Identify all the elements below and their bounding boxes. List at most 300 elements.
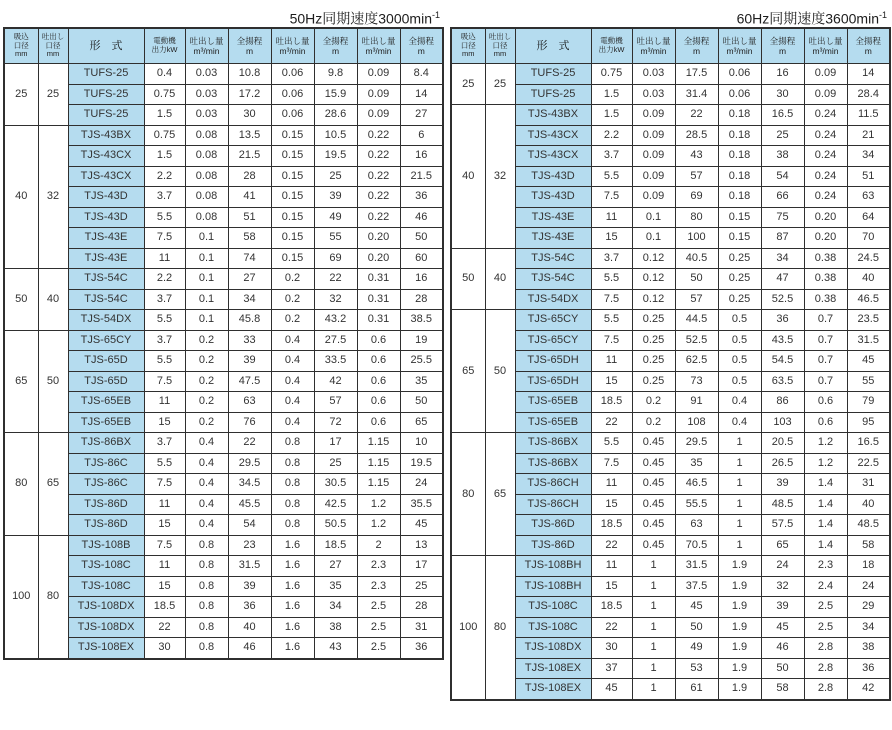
cell-head-2: 58: [761, 679, 804, 700]
cell-head-2: 32: [314, 289, 357, 310]
cell-flow-1: 0.45: [632, 474, 675, 495]
table-row: [451, 187, 890, 208]
table-title-50hz: [3, 6, 440, 27]
cell-head-2: 10.5: [314, 125, 357, 146]
table-row: [4, 228, 443, 249]
cell-flow-2: 0.15: [271, 248, 314, 269]
cell-head-2: 34: [761, 248, 804, 269]
cell-flow-3: 0.7: [804, 330, 847, 351]
table-row: [4, 412, 443, 433]
cell-model: TJS-108C: [68, 576, 144, 597]
cell-model: TJS-65CY: [68, 330, 144, 351]
cell-flow-3: 0.09: [357, 105, 400, 126]
table-row: [451, 330, 890, 351]
cell-power: 11: [591, 207, 632, 228]
cell-head-3: 8.4: [400, 64, 443, 85]
cell-flow-3: 0.20: [804, 228, 847, 249]
cell-flow-1: 1: [632, 597, 675, 618]
cell-head-1: 34.5: [228, 474, 271, 495]
cell-flow-2: 1: [718, 453, 761, 474]
cell-power: 1.5: [591, 84, 632, 105]
header-row: [4, 28, 443, 64]
cell-flow-3: 1.2: [804, 433, 847, 454]
cell-head-1: 91: [675, 392, 718, 413]
cell-head-3: 11.5: [847, 105, 890, 126]
cell-head-1: 50: [675, 617, 718, 638]
cell-model: TJS-43E: [515, 207, 591, 228]
cell-power: 5.5: [144, 351, 185, 372]
cell-head-3: 95: [847, 412, 890, 433]
cell-head-1: 47.5: [228, 371, 271, 392]
cell-power: 11: [144, 494, 185, 515]
cell-flow-3: 0.20: [357, 248, 400, 269]
cell-model: TJS-108C: [515, 597, 591, 618]
cell-flow-3: 0.31: [357, 269, 400, 290]
cell-flow-2: 0.06: [718, 84, 761, 105]
cell-power: 18.5: [144, 597, 185, 618]
cell-head-1: 27: [228, 269, 271, 290]
cell-suction-bore: 80: [4, 433, 38, 536]
cell-flow-1: 0.1: [632, 228, 675, 249]
cell-flow-2: 0.4: [271, 371, 314, 392]
table-row: [4, 576, 443, 597]
table-row: [451, 166, 890, 187]
cell-head-3: 25: [400, 576, 443, 597]
header-col-flow-3: 吐出し量 m³/min: [357, 28, 400, 64]
cell-flow-3: 0.22: [357, 207, 400, 228]
cell-head-2: 36: [761, 310, 804, 331]
cell-flow-2: 0.5: [718, 310, 761, 331]
cell-model: TJS-43BX: [68, 125, 144, 146]
header-col-head-1: 全揚程 m: [675, 28, 718, 64]
cell-flow-2: 1.9: [718, 556, 761, 577]
cell-head-1: 49: [675, 638, 718, 659]
cell-head-2: 42: [314, 371, 357, 392]
cell-head-3: 31.5: [847, 330, 890, 351]
cell-model: TJS-43D: [515, 166, 591, 187]
cell-head-3: 50: [400, 392, 443, 413]
cell-power: 5.5: [144, 453, 185, 474]
cell-flow-2: 0.18: [718, 146, 761, 167]
cell-power: 3.7: [591, 248, 632, 269]
cell-head-2: 25: [761, 125, 804, 146]
cell-flow-1: 0.1: [632, 207, 675, 228]
header-col-discharge-bore: 吐出し 口径 mm: [38, 28, 68, 64]
cell-discharge-bore: 25: [38, 64, 68, 126]
cell-flow-3: 0.6: [357, 351, 400, 372]
cell-head-2: 17: [314, 433, 357, 454]
cell-head-1: 70.5: [675, 535, 718, 556]
table-row: [4, 474, 443, 495]
table-row: [451, 289, 890, 310]
cell-head-1: 74: [228, 248, 271, 269]
cell-model: TJS-43CX: [515, 125, 591, 146]
cell-flow-3: 2.8: [804, 638, 847, 659]
cell-flow-3: 2.8: [804, 679, 847, 700]
cell-discharge-bore: 80: [38, 535, 68, 659]
cell-discharge-bore: 40: [38, 269, 68, 331]
cell-head-2: 34: [314, 597, 357, 618]
cell-head-2: 57.5: [761, 515, 804, 536]
cell-head-3: 23.5: [847, 310, 890, 331]
cell-flow-2: 0.4: [718, 412, 761, 433]
cell-head-1: 28: [228, 166, 271, 187]
cell-model: TJS-86BX: [515, 453, 591, 474]
cell-head-3: 16.5: [847, 433, 890, 454]
cell-flow-3: 2.5: [804, 597, 847, 618]
cell-flow-1: 0.4: [185, 433, 228, 454]
cell-head-1: 22: [228, 433, 271, 454]
cell-head-3: 50: [400, 228, 443, 249]
cell-suction-bore: 65: [451, 310, 485, 433]
cell-head-3: 14: [400, 84, 443, 105]
cell-flow-2: 0.5: [718, 351, 761, 372]
cell-flow-1: 0.25: [632, 351, 675, 372]
header-col-motor-power: 電動機 出力kW: [144, 28, 185, 64]
table-title-60hz: [450, 6, 887, 27]
cell-head-2: 55: [314, 228, 357, 249]
cell-flow-2: 0.06: [271, 84, 314, 105]
cell-flow-2: 1.6: [271, 556, 314, 577]
cell-flow-1: 0.2: [185, 412, 228, 433]
cell-head-1: 52.5: [675, 330, 718, 351]
cell-head-1: 34: [228, 289, 271, 310]
cell-flow-2: 0.15: [718, 207, 761, 228]
cell-flow-3: 0.24: [804, 105, 847, 126]
cell-power: 22: [591, 412, 632, 433]
cell-head-1: 41: [228, 187, 271, 208]
header-col-head-3: 全揚程 m: [847, 28, 890, 64]
cell-head-2: 54: [761, 166, 804, 187]
cell-flow-2: 0.25: [718, 269, 761, 290]
cell-head-1: 29.5: [675, 433, 718, 454]
header-col-flow-2: 吐出し量 m³/min: [271, 28, 314, 64]
cell-power: 45: [591, 679, 632, 700]
cell-head-1: 31.4: [675, 84, 718, 105]
cell-model: TJS-54C: [68, 269, 144, 290]
table-row: [4, 146, 443, 167]
table-row: [451, 269, 890, 290]
cell-head-3: 42: [847, 679, 890, 700]
cell-power: 37: [591, 658, 632, 679]
cell-head-3: 24: [400, 474, 443, 495]
cell-head-2: 30: [761, 84, 804, 105]
cell-discharge-bore: 65: [38, 433, 68, 536]
cell-flow-3: 2.3: [804, 556, 847, 577]
header-col-model: 形 式: [515, 28, 591, 64]
cell-head-3: 45: [400, 515, 443, 536]
cell-model: TJS-108C: [515, 617, 591, 638]
cell-flow-3: 1.15: [357, 433, 400, 454]
header-col-flow-1: 吐出し量 m³/min: [185, 28, 228, 64]
cell-flow-3: 0.09: [357, 64, 400, 85]
cell-flow-2: 1: [718, 433, 761, 454]
cell-model: TJS-86CH: [515, 494, 591, 515]
cell-flow-2: 0.2: [271, 269, 314, 290]
table-row: [451, 412, 890, 433]
cell-flow-3: 1.4: [804, 494, 847, 515]
cell-flow-2: 0.18: [718, 187, 761, 208]
cell-model: TJS-86BX: [68, 433, 144, 454]
cell-model: TJS-54C: [68, 289, 144, 310]
cell-power: 15: [144, 576, 185, 597]
cell-discharge-bore: 40: [485, 248, 515, 310]
cell-discharge-bore: 32: [38, 125, 68, 269]
cell-head-3: 63: [847, 187, 890, 208]
cell-power: 2.2: [144, 166, 185, 187]
cell-flow-3: 1.4: [804, 474, 847, 495]
cell-flow-2: 0.8: [271, 474, 314, 495]
cell-head-2: 63.5: [761, 371, 804, 392]
cell-flow-3: 1.15: [357, 453, 400, 474]
table-row: [451, 105, 890, 126]
cell-flow-1: 0.2: [185, 351, 228, 372]
table-row: [451, 474, 890, 495]
cell-flow-2: 0.8: [271, 453, 314, 474]
cell-head-1: 29.5: [228, 453, 271, 474]
cell-flow-3: 0.24: [804, 187, 847, 208]
cell-head-2: 9.8: [314, 64, 357, 85]
cell-flow-2: 1.6: [271, 597, 314, 618]
cell-model: TJS-43CX: [68, 166, 144, 187]
cell-power: 15: [144, 515, 185, 536]
cell-head-3: 45: [847, 351, 890, 372]
table-row: [4, 617, 443, 638]
cell-power: 22: [144, 617, 185, 638]
cell-model: TJS-43D: [515, 187, 591, 208]
cell-model: TJS-86D: [515, 515, 591, 536]
cell-head-3: 17: [400, 556, 443, 577]
cell-head-1: 73: [675, 371, 718, 392]
cell-model: TJS-54DX: [68, 310, 144, 331]
cell-power: 22: [591, 535, 632, 556]
cell-power: 7.5: [144, 474, 185, 495]
cell-head-3: 28: [400, 597, 443, 618]
table-row: [4, 105, 443, 126]
cell-flow-1: 0.1: [185, 228, 228, 249]
cell-head-1: 31.5: [228, 556, 271, 577]
cell-head-1: 35: [675, 453, 718, 474]
cell-power: 30: [591, 638, 632, 659]
table-row: [4, 638, 443, 659]
cell-head-2: 39: [314, 187, 357, 208]
cell-flow-1: 0.45: [632, 433, 675, 454]
cell-model: TJS-86D: [68, 494, 144, 515]
cell-flow-3: 1.2: [804, 453, 847, 474]
cell-head-1: 100: [675, 228, 718, 249]
cell-suction-bore: 50: [451, 248, 485, 310]
cell-flow-1: 0.2: [185, 371, 228, 392]
cell-flow-3: 2.3: [357, 576, 400, 597]
cell-model: TJS-43CX: [68, 146, 144, 167]
cell-flow-1: 0.1: [185, 269, 228, 290]
table-row: [4, 330, 443, 351]
cell-discharge-bore: 50: [38, 330, 68, 433]
cell-head-1: 13.5: [228, 125, 271, 146]
cell-head-2: 43.2: [314, 310, 357, 331]
header-col-flow-1: 吐出し量 m³/min: [632, 28, 675, 64]
cell-head-1: 63: [228, 392, 271, 413]
cell-power: 11: [591, 351, 632, 372]
cell-flow-2: 1.6: [271, 617, 314, 638]
cell-power: 18.5: [591, 392, 632, 413]
cell-head-3: 46.5: [847, 289, 890, 310]
cell-head-2: 50: [761, 658, 804, 679]
cell-head-1: 23: [228, 535, 271, 556]
cell-model: TJS-54C: [515, 248, 591, 269]
cell-flow-1: 0.8: [185, 617, 228, 638]
cell-model: TJS-65DH: [515, 351, 591, 372]
cell-flow-3: 0.24: [804, 125, 847, 146]
cell-flow-1: 0.45: [632, 535, 675, 556]
cell-head-1: 45.5: [228, 494, 271, 515]
cell-head-1: 53: [675, 658, 718, 679]
cell-model: TJS-108BH: [515, 576, 591, 597]
cell-power: 1.5: [144, 146, 185, 167]
cell-flow-3: 0.6: [804, 392, 847, 413]
cell-flow-2: 0.18: [718, 166, 761, 187]
cell-discharge-bore: 65: [485, 433, 515, 556]
table-title-50hz-text: 50Hz同期速度3000min: [289, 10, 432, 27]
cell-flow-2: 0.4: [271, 330, 314, 351]
cell-flow-2: 0.15: [271, 207, 314, 228]
cell-flow-1: 0.03: [185, 84, 228, 105]
cell-model: TJS-43E: [68, 228, 144, 249]
cell-flow-3: 0.7: [804, 371, 847, 392]
cell-flow-2: 0.18: [718, 105, 761, 126]
cell-flow-1: 0.03: [632, 84, 675, 105]
cell-power: 0.75: [591, 64, 632, 85]
cell-head-3: 35: [400, 371, 443, 392]
table-row: [451, 515, 890, 536]
cell-model: TJS-86BX: [515, 433, 591, 454]
cell-power: 7.5: [591, 187, 632, 208]
cell-model: TJS-43D: [68, 187, 144, 208]
cell-head-1: 36: [228, 597, 271, 618]
cell-model: TJS-108DX: [515, 638, 591, 659]
cell-head-1: 39: [228, 351, 271, 372]
cell-head-1: 46.5: [675, 474, 718, 495]
table-row: [4, 371, 443, 392]
cell-flow-2: 0.15: [271, 228, 314, 249]
cell-power: 7.5: [144, 535, 185, 556]
cell-model: TUFS-25: [68, 64, 144, 85]
cell-power: 15: [591, 576, 632, 597]
pump-spec-table-50hz: [3, 27, 444, 660]
cell-suction-bore: 25: [4, 64, 38, 126]
cell-head-1: 45: [675, 597, 718, 618]
cell-model: TJS-65D: [68, 371, 144, 392]
cell-flow-3: 0.22: [357, 187, 400, 208]
cell-flow-2: 0.15: [718, 228, 761, 249]
cell-head-2: 20.5: [761, 433, 804, 454]
cell-power: 22: [591, 617, 632, 638]
cell-head-3: 21: [847, 125, 890, 146]
cell-model: TJS-108DX: [68, 617, 144, 638]
cell-flow-3: 2.5: [804, 617, 847, 638]
cell-head-2: 16.5: [761, 105, 804, 126]
header-col-suction-bore: 吸込 口径 mm: [4, 28, 38, 64]
cell-head-3: 28: [400, 289, 443, 310]
cell-flow-1: 1: [632, 679, 675, 700]
cell-flow-3: 2.3: [357, 556, 400, 577]
cell-flow-2: 0.8: [271, 433, 314, 454]
cell-suction-bore: 50: [4, 269, 38, 331]
cell-model: TJS-43BX: [515, 105, 591, 126]
cell-power: 3.7: [591, 146, 632, 167]
table-row: [451, 658, 890, 679]
cell-flow-1: 1: [632, 576, 675, 597]
cell-model: TJS-43E: [68, 248, 144, 269]
header-col-discharge-bore: 吐出し 口径 mm: [485, 28, 515, 64]
cell-head-2: 69: [314, 248, 357, 269]
cell-suction-bore: 100: [4, 535, 38, 659]
cell-head-1: 33: [228, 330, 271, 351]
cell-head-1: 61: [675, 679, 718, 700]
cell-head-3: 16: [400, 146, 443, 167]
cell-head-2: 87: [761, 228, 804, 249]
cell-power: 5.5: [591, 166, 632, 187]
cell-flow-2: 0.06: [271, 64, 314, 85]
cell-head-3: 19: [400, 330, 443, 351]
cell-suction-bore: 25: [451, 64, 485, 105]
cell-flow-1: 0.8: [185, 576, 228, 597]
cell-flow-3: 1.4: [804, 535, 847, 556]
cell-head-1: 40: [228, 617, 271, 638]
cell-head-2: 22: [314, 269, 357, 290]
cell-power: 7.5: [591, 453, 632, 474]
cell-head-3: 24: [847, 576, 890, 597]
cell-model: TJS-108EX: [515, 658, 591, 679]
table-row: [451, 228, 890, 249]
cell-flow-1: 0.08: [185, 146, 228, 167]
cell-head-2: 18.5: [314, 535, 357, 556]
cell-flow-3: 0.09: [804, 64, 847, 85]
cell-head-2: 24: [761, 556, 804, 577]
cell-suction-bore: 65: [4, 330, 38, 433]
cell-flow-2: 0.8: [271, 515, 314, 536]
cell-flow-3: 0.38: [804, 248, 847, 269]
cell-power: 3.7: [144, 289, 185, 310]
cell-flow-3: 1.4: [804, 515, 847, 536]
cell-flow-3: 2.5: [357, 617, 400, 638]
cell-model: TJS-43E: [515, 228, 591, 249]
cell-model: TJS-54DX: [515, 289, 591, 310]
cell-flow-1: 0.09: [632, 187, 675, 208]
cell-head-3: 46: [400, 207, 443, 228]
header-col-head-2: 全揚程 m: [314, 28, 357, 64]
cell-head-1: 63: [675, 515, 718, 536]
cell-head-1: 37.5: [675, 576, 718, 597]
cell-head-2: 33.5: [314, 351, 357, 372]
cell-model: TJS-86CH: [515, 474, 591, 495]
cell-flow-1: 0.4: [185, 494, 228, 515]
cell-flow-1: 0.4: [185, 453, 228, 474]
cell-model: TJS-65EB: [68, 412, 144, 433]
cell-head-1: 57: [675, 289, 718, 310]
cell-head-2: 57: [314, 392, 357, 413]
cell-head-3: 64: [847, 207, 890, 228]
cell-head-1: 58: [228, 228, 271, 249]
cell-head-2: 54.5: [761, 351, 804, 372]
cell-model: TJS-65CY: [515, 310, 591, 331]
cell-flow-2: 1.9: [718, 617, 761, 638]
table-block-60hz: [450, 2, 889, 701]
cell-head-2: 103: [761, 412, 804, 433]
cell-head-1: 22: [675, 105, 718, 126]
cell-flow-2: 1.9: [718, 638, 761, 659]
cell-head-3: 22.5: [847, 453, 890, 474]
